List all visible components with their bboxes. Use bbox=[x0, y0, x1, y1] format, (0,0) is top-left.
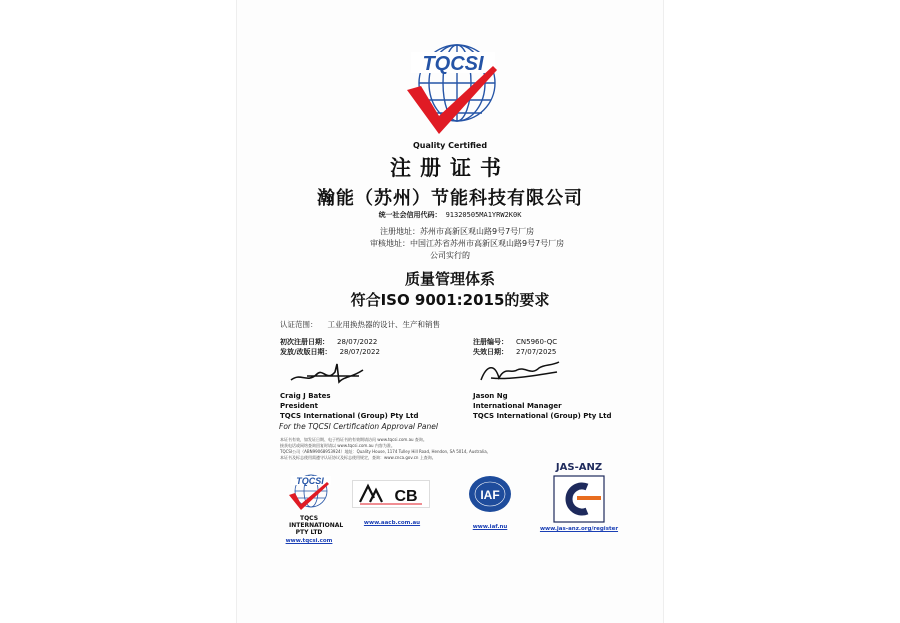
quality-certified-label: Quality Certified bbox=[412, 141, 488, 150]
aacb-logo-block bbox=[352, 480, 432, 526]
credit-code-line bbox=[237, 210, 663, 220]
registered-address: 注册地址：苏州市高新区观山路9号7号厂房 bbox=[380, 227, 535, 236]
jas-anz-logo bbox=[553, 475, 605, 523]
aacb-logo bbox=[352, 480, 430, 508]
tqcsi-logo-text: TQCSI bbox=[422, 53, 484, 75]
svg-text:CB: CB bbox=[394, 488, 418, 505]
jas-anz-logo-block bbox=[537, 462, 621, 532]
scope-line bbox=[280, 319, 440, 330]
aacb-url-link[interactable]: www.aacb.com.au bbox=[363, 520, 421, 526]
company-name: 瀚能（苏州）节能科技有限公司 bbox=[317, 188, 583, 209]
signer-2-name: Jason Ng bbox=[473, 392, 508, 400]
iaf-logo-text: IAF bbox=[480, 488, 500, 502]
reg-no-line bbox=[473, 337, 557, 347]
tqcsi-url-link[interactable]: www.tqcsi.com bbox=[285, 538, 333, 544]
scope-value: 工业用换热器的设计、生产和销售 bbox=[327, 320, 440, 329]
tqcs-logo-block bbox=[277, 470, 344, 544]
fine-print-2: 接获电话或网络查询回复时请以 www.tqcsi.com.au 内容为准。 bbox=[280, 443, 395, 448]
jas-anz-title: JAS-ANZ bbox=[555, 462, 603, 473]
issue-line bbox=[280, 347, 380, 357]
management-system: 质量管理体系 bbox=[404, 270, 495, 288]
expiry-value: 27/07/2025 bbox=[516, 348, 557, 356]
signer-1-name: Craig J Bates bbox=[280, 392, 331, 400]
signer-2-block bbox=[473, 391, 612, 421]
iso-conformance: 符合ISO 9001:2015的要求 bbox=[350, 291, 550, 309]
signature-craig-bates bbox=[287, 358, 367, 388]
signer-1-block bbox=[280, 391, 419, 421]
implements-text: 公司实行的 bbox=[430, 251, 470, 260]
expiry-label: 失效日期： bbox=[473, 348, 508, 356]
certificate-title: 注册证书 bbox=[390, 156, 510, 180]
scope-label: 认证范围： bbox=[280, 320, 318, 329]
reg-no-value: CN5960-QC bbox=[516, 338, 558, 346]
iaf-logo bbox=[467, 474, 513, 514]
jas-anz-url-link[interactable]: www.jas-anz.org/register bbox=[539, 526, 619, 532]
signer-2-org: TQCS International (Group) Pty Ltd bbox=[473, 412, 612, 420]
fine-print-1: 本证书有效，如发证日期、电子档证书的有效期请访问 www.tqcsi.com.au 查询。 bbox=[280, 437, 427, 442]
first-issue-value: 28/07/2022 bbox=[337, 338, 378, 346]
reg-no-label: 注册编号： bbox=[473, 338, 508, 346]
credit-code-value: 91320505MA1YRW2K0K bbox=[445, 211, 522, 219]
issue-label: 发放/改版日期： bbox=[280, 348, 332, 356]
signer-1-org: TQCS International (Group) Pty Ltd bbox=[280, 412, 419, 420]
fine-print-4: 本证书及标志使用需遵守认证协议及标志使用规定，查询：www.cnca.gov.cn 上查询。 bbox=[280, 455, 436, 460]
tqcsi-small-logo bbox=[283, 470, 335, 510]
issue-value: 28/07/2022 bbox=[339, 348, 380, 356]
audit-address: 审核地址：中国江苏省苏州市高新区观山路9号7号厂房 bbox=[370, 239, 565, 248]
approval-panel-note: For the TQCSI Certification Approval Panel bbox=[279, 422, 438, 431]
certificate-page bbox=[237, 0, 663, 623]
signer-1-title: President bbox=[280, 402, 318, 410]
fine-print-3: TQCSI公司（ABN99068953924）地址：Quality House, 1174 Tulley Hill Road, Hendon, SA 5014, Australia。 bbox=[280, 449, 491, 454]
tqcs-caption: TQCS INTERNATIONAL PTY LTD bbox=[289, 515, 344, 536]
first-issue-label: 初次注册日期： bbox=[280, 338, 329, 346]
tqcsi-small-logo-text: TQCSI bbox=[296, 476, 324, 486]
tqcsi-globe-check-logo bbox=[399, 28, 503, 138]
iaf-url-link[interactable]: www.iaf.nu bbox=[472, 524, 508, 530]
signer-2-title: International Manager bbox=[473, 402, 562, 410]
signature-jason-ng bbox=[477, 356, 563, 386]
first-issue-line bbox=[280, 337, 377, 347]
credit-code-label: 统一社会信用代码： bbox=[378, 211, 442, 219]
iaf-logo-block bbox=[458, 474, 522, 530]
